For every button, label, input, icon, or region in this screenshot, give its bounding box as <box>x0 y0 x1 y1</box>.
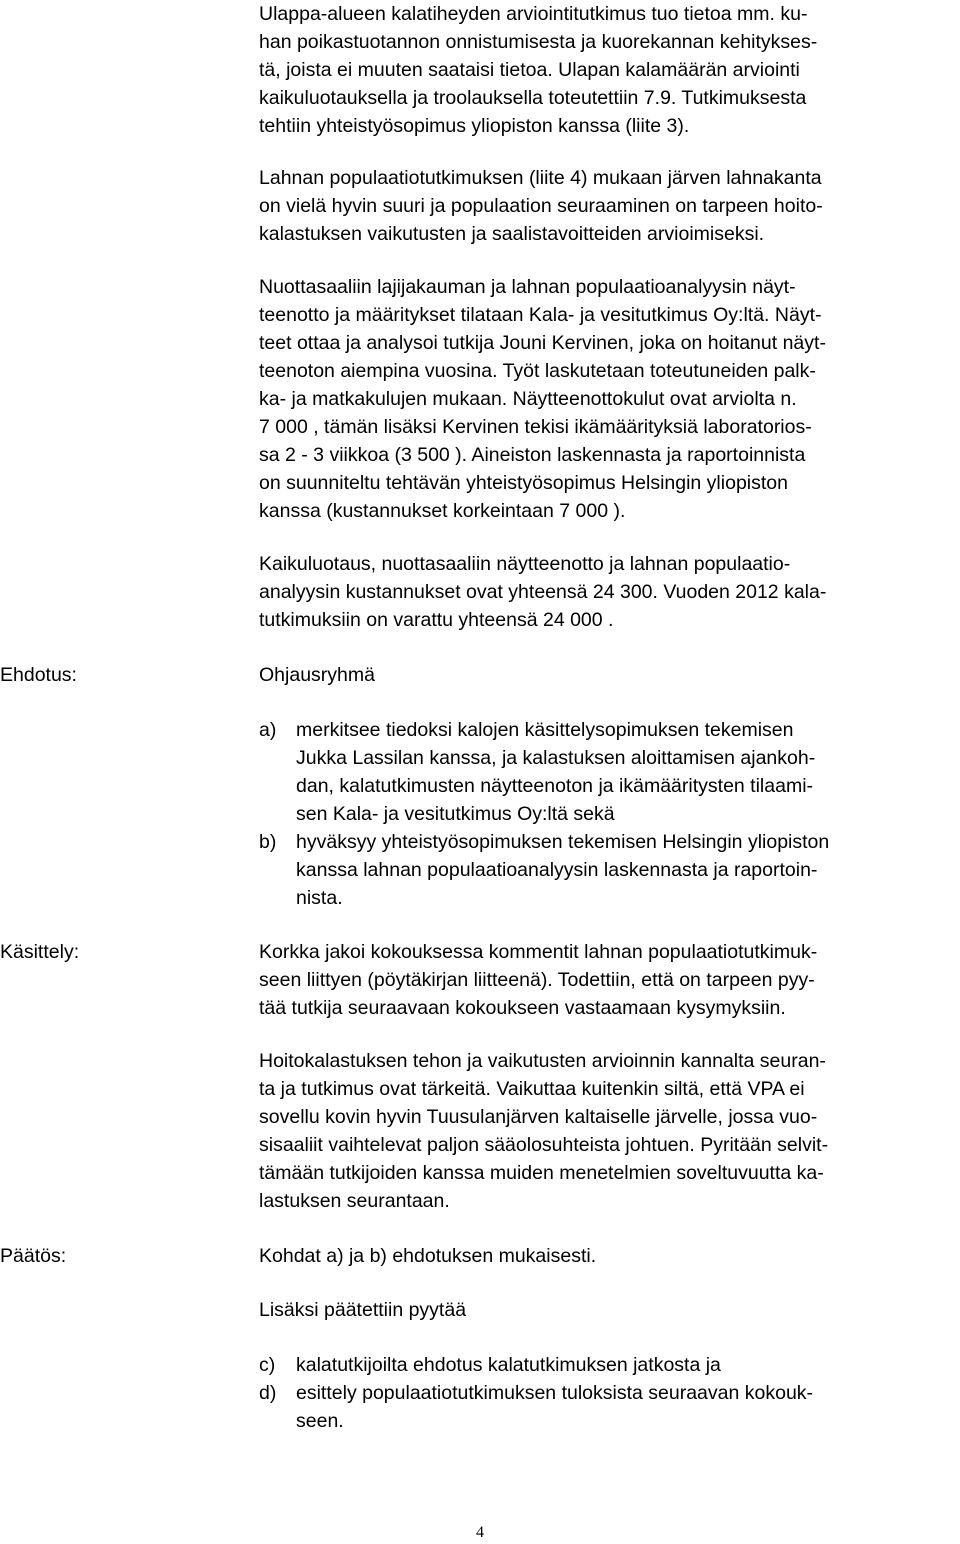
text-line: merkitsee tiedoksi kalojen käsittelysopimuksen tekemisen <box>296 719 794 741</box>
text-line: ta ja tutkimus ovat tärkeitä. Vaikuttaa kuitenkin siltä, että VPA ei <box>259 1078 805 1100</box>
ehdotus-heading: Ohjausryhmä <box>259 664 375 686</box>
text-line: nista. <box>296 887 343 909</box>
text-line: on suunniteltu tehtävän yhteistyösopimus Helsingin yliopiston <box>259 472 788 494</box>
text-line: seen. <box>296 1410 344 1432</box>
text-line: Lahnan populaatiotutkimuksen (liite 4) mukaan järven lahnakanta <box>259 167 822 189</box>
text-line: esittely populaatiotutkimuksen tuloksista seuraavan kokouk- <box>296 1382 814 1404</box>
text-line: ka- ja matkakulujen mukaan. Näytteenottokulut ovat arviolta n. <box>259 388 797 410</box>
text-line: han poikastuotannon onnistumisesta ja kuorekannan kehitykses- <box>259 31 818 53</box>
text-line: tutkimuksiin on varattu yhteensä 24 000 . <box>259 609 614 631</box>
page-number: 4 <box>476 1524 484 1541</box>
text-line: kanssa (kustannukset korkeintaan 7 000 ). <box>259 500 626 522</box>
text-line: tää tutkija seuraavaan kokoukseen vastaamaan kysymyksiin. <box>259 997 786 1019</box>
text-line: dan, kalatutkimusten näytteenoton ja ikämääritysten tilaami- <box>296 775 814 797</box>
list-marker: b) <box>259 831 277 853</box>
list-marker: d) <box>259 1382 277 1404</box>
text-line: analyysin kustannukset ovat yhteensä 24 300. Vuoden 2012 kala- <box>259 581 827 603</box>
text-line: Ulappa-alueen kalatiheyden arviointitutkimus tuo tietoa mm. ku- <box>259 3 808 25</box>
text-line: Jukka Lassilan kanssa, ja kalastuksen aloittamisen ajankoh- <box>296 747 816 769</box>
text-line: teet ottaa ja analysoi tutkija Jouni Kervinen, joka on hoitanut näyt- <box>259 332 826 354</box>
text-line: kalatutkijoilta ehdotus kalatutkimuksen jatkosta ja <box>296 1354 721 1376</box>
text-line: tämään tutkijoiden kanssa muiden menetelmien soveltuvuutta ka- <box>259 1162 824 1184</box>
text-line: Lisäksi päätettiin pyytää <box>259 1299 467 1321</box>
text-line: sovellu kovin hyvin Tuusulanjärven kaltaiselle järvelle, jossa vuo- <box>259 1106 818 1128</box>
section-label-kasittely: Käsittely: <box>0 941 80 963</box>
text-line: Kohdat a) ja b) ehdotuksen mukaisesti. <box>259 1245 597 1267</box>
text-line: sa 2 - 3 viikkoa (3 500 ). Aineiston laskennasta ja raportoinnista <box>259 444 806 466</box>
list-marker: a) <box>259 719 277 741</box>
text-line: kanssa lahnan populaatioanalyysin laskennasta ja raportoin- <box>296 859 818 881</box>
text-line: 7 000 , tämän lisäksi Kervinen tekisi ikämäärityksiä laboratorios- <box>259 416 812 438</box>
list-marker: c) <box>259 1354 276 1376</box>
text-line: lastuksen seurantaan. <box>259 1190 450 1212</box>
text-line: seen liittyen (pöytäkirjan liitteenä). Todettiin, että on tarpeen pyy- <box>259 969 815 991</box>
section-label-ehdotus: Ehdotus: <box>0 664 77 686</box>
text-line: teenoton aiempina vuosina. Työt laskutetaan toteutuneiden palk- <box>259 360 816 382</box>
text-line: on vielä hyvin suuri ja populaation seuraaminen on tarpeen hoito- <box>259 195 823 217</box>
text-line: Korkka jakoi kokouksessa kommentit lahnan populaatiotutkimuk- <box>259 941 818 963</box>
text-line: Nuottasaaliin lajijakauman ja lahnan populaatioanalyysin näyt- <box>259 276 796 298</box>
text-line: sisaaliit vaihtelevat paljon sääolosuhteista johtuen. Pyritään selvit- <box>259 1134 829 1156</box>
text-line: Hoitokalastuksen tehon ja vaikutusten arvioinnin kannalta seuran- <box>259 1050 826 1072</box>
text-line: sen Kala- ja vesitutkimus Oy:ltä sekä <box>296 803 615 825</box>
text-line: tä, joista ei muuten saataisi tietoa. Ulapan kalamäärän arviointi <box>259 59 800 81</box>
text-line: teenotto ja määritykset tilataan Kala- ja vesitutkimus Oy:ltä. Näyt- <box>259 304 822 326</box>
section-label-paatos: Päätös: <box>0 1245 67 1267</box>
text-line: tehtiin yhteistyösopimus yliopiston kanssa (liite 3). <box>259 115 690 137</box>
text-line: kalastuksen vaikutusten ja saalistavoitteiden arvioimiseksi. <box>259 223 765 245</box>
text-line: Kaikuluotaus, nuottasaaliin näytteenotto ja lahnan populaatio- <box>259 553 791 575</box>
text-line: hyväksyy yhteistyösopimuksen tekemisen Helsingin yliopiston <box>296 831 830 853</box>
text-line: kaikuluotauksella ja troolauksella toteutettiin 7.9. Tutkimuksesta <box>259 87 807 109</box>
